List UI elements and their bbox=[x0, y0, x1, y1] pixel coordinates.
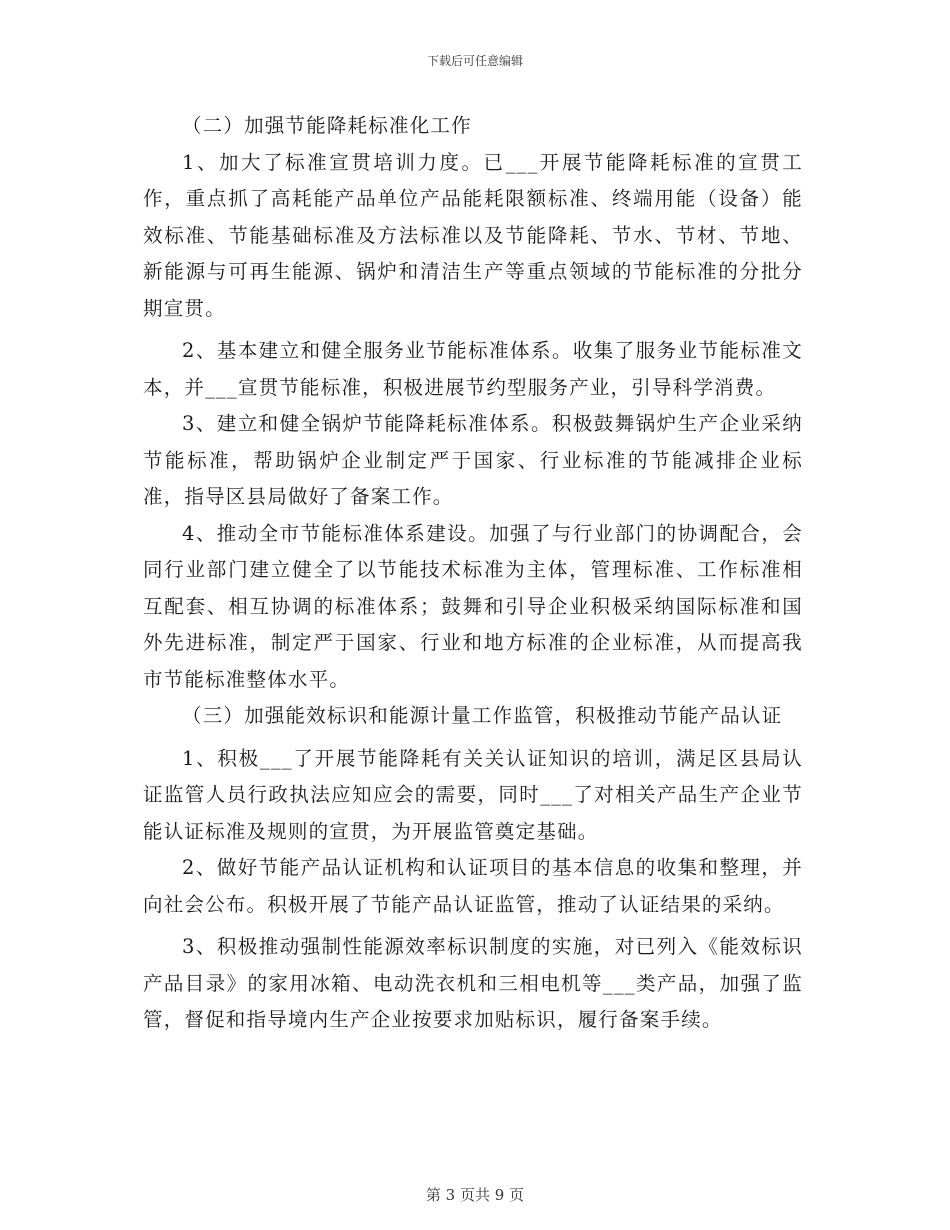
paragraph-3-3: 3、积极推动强制性能源效率标识制度的实施，对已列入《能效标识产品目录》的家用冰箱、电动洗衣机和三相电机等___类产品，加强了监管，督促和指导境内生产企业按要求加贴标识，履行备案手续。 bbox=[143, 935, 803, 1031]
section-heading-2: （二）加强节能降耗标准化工作 bbox=[182, 114, 472, 137]
paragraph-3-1: 1、积极___了开展节能降耗有关关认证知识的培训，满足区县局认证监管人员行政执法应知应会的需要，同时___了对相关产品生产企业节能认证标准及规则的宣贯，为开展监管奠定基础。 bbox=[143, 746, 803, 843]
paragraph-2-4: 4、推动全市节能标准体系建设。加强了与行业部门的协调配合，会同行业部门建立健全了以节能技术标准为主体，管理标准、工作标准相互配套、相互协调的标准体系；鼓舞和引导企业积极采纳国际标准和国外先进标准，制定严于国家、行业和地方标准的企业标准，从而提高我市节能标准整体水平。 bbox=[143, 521, 803, 691]
paragraph-2-1: 1、加大了标准宣贯培训力度。已___开展节能降耗标准的宣贯工作，重点抓了高耗能产品单位产品能耗限额标准、终端用能（设备）能效标准、节能基础标准及方法标准以及节能降耗、节水、节材、节地、新能源与可再生能源、锅炉和清洁生产等重点领域的节能标准的分批分期宣贯。 bbox=[143, 150, 803, 320]
paragraph-2-3: 3、建立和健全锅炉节能降耗标准体系。积极鼓舞锅炉生产企业采纳节能标准，帮助锅炉企业制定严于国家、行业标准的节能减排企业标准，指导区县局做好了备案工作。 bbox=[143, 412, 803, 508]
page-header: 下载后可任意编辑 bbox=[426, 54, 523, 68]
paragraph-3-2: 2、做好节能产品认证机构和认证项目的基本信息的收集和整理，并向社会公布。积极开展了节能产品认证监管，推动了认证结果的采纳。 bbox=[143, 856, 803, 916]
paragraph-2-2: 2、基本建立和健全服务业节能标准体系。收集了服务业节能标准文本，并___宣贯节能标准，积极进展节约型服务产业，引导科学消费。 bbox=[143, 339, 803, 399]
page-footer: 第 3 页共 9 页 bbox=[425, 1186, 525, 1204]
section-heading-3: （三）加强能效标识和能源计量工作监管，积极推动节能产品认证 bbox=[182, 704, 783, 727]
document-body bbox=[143, 108, 803, 1039]
